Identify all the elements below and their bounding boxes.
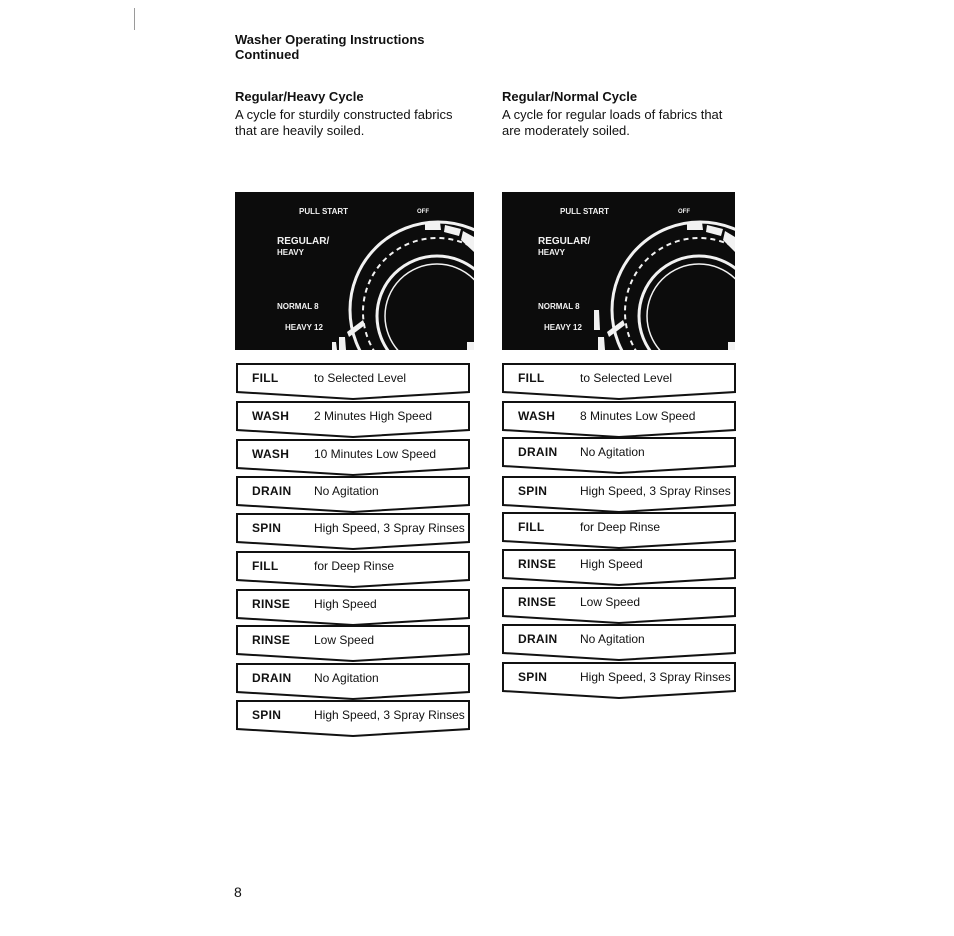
step-description: High Speed, 3 Spray Rinses (580, 484, 731, 498)
step-description: Low Speed (580, 595, 641, 609)
step-label: SPIN (252, 708, 282, 722)
step-description: High Speed, 3 Spray Rinses (314, 521, 465, 535)
step-description: Low Speed (314, 633, 375, 647)
step-description: to Selected Level (580, 371, 673, 385)
step-label: FILL (252, 559, 279, 573)
normal-8-text: NORMAL 8 (277, 302, 319, 311)
step-description: 2 Minutes High Speed (314, 409, 433, 423)
cycle-title-normal: Regular/Normal Cycle (502, 89, 638, 104)
step-description: to Selected Level (314, 371, 407, 385)
step-description: No Agitation (580, 445, 645, 459)
regular-text: REGULAR/ (277, 236, 330, 247)
step-label: RINSE (252, 597, 291, 611)
pull-start-text: PULL START (299, 207, 349, 216)
step-label: DRAIN (518, 445, 558, 459)
step-description: for Deep Rinse (580, 520, 661, 534)
header-subtitle: Continued (235, 47, 300, 62)
step-label: RINSE (252, 633, 291, 647)
step-description: No Agitation (580, 632, 645, 646)
step-label: SPIN (518, 484, 548, 498)
step-description: No Agitation (314, 671, 379, 685)
heavy-12-text: HEAVY 12 (544, 323, 582, 332)
step-description: High Speed (580, 557, 643, 571)
cycle-step (502, 662, 736, 707)
cycle-description-heavy: A cycle for sturdily constructed fabrics that are heavily soiled. (235, 107, 453, 138)
pull-start-text: PULL START (560, 207, 610, 216)
step-label: WASH (252, 447, 290, 461)
step-label: RINSE (518, 557, 557, 571)
step-label: RINSE (518, 595, 557, 609)
off-text: OFF (417, 209, 429, 215)
cycle-description-normal: A cycle for regular loads of fabrics that are moderately soiled. (502, 107, 723, 138)
step-description: 8 Minutes Low Speed (580, 409, 696, 423)
step-description: No Agitation (314, 484, 379, 498)
control-panel-illustration-heavy (235, 192, 474, 350)
step-label: FILL (252, 371, 279, 385)
step-label: SPIN (252, 521, 282, 535)
step-description: High Speed, 3 Spray Rinses (580, 670, 731, 684)
margin-mark (134, 8, 135, 30)
step-description: 10 Minutes Low Speed (314, 447, 437, 461)
regular-text: REGULAR/ (538, 236, 591, 247)
page-header (235, 32, 425, 62)
heavy-text: HEAVY (538, 248, 565, 257)
control-panel-illustration-normal (502, 192, 735, 350)
step-label: FILL (518, 520, 545, 534)
step-description: for Deep Rinse (314, 559, 395, 573)
step-label: WASH (252, 409, 290, 423)
step-label: SPIN (518, 670, 548, 684)
step-label: FILL (518, 371, 545, 385)
step-label: DRAIN (518, 632, 558, 646)
normal-8-text: NORMAL 8 (538, 302, 580, 311)
timer-dial-icon (502, 192, 735, 350)
cycle-step (236, 700, 470, 745)
heavy-12-text: HEAVY 12 (285, 323, 323, 332)
step-description: High Speed, 3 Spray Rinses (314, 708, 465, 722)
step-label: DRAIN (252, 671, 292, 685)
step-description: High Speed (314, 597, 377, 611)
header-title: Washer Operating Instructions (235, 32, 425, 47)
step-label: DRAIN (252, 484, 292, 498)
step-label: WASH (518, 409, 556, 423)
cycle-title-heavy: Regular/Heavy Cycle (235, 89, 364, 104)
timer-dial-icon (235, 192, 474, 350)
off-text: OFF (678, 209, 690, 215)
page-number: 8 (234, 884, 242, 900)
heavy-text: HEAVY (277, 248, 304, 257)
